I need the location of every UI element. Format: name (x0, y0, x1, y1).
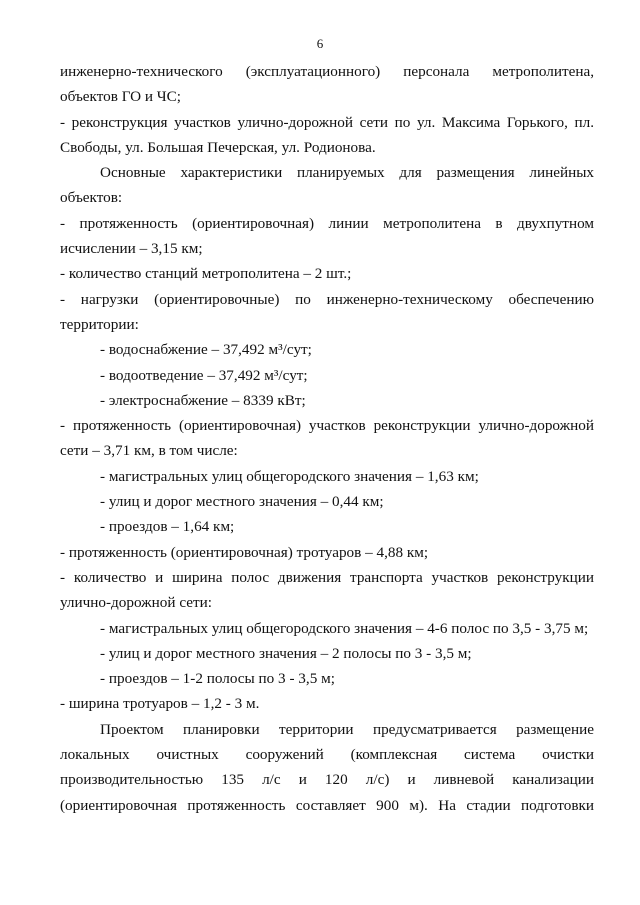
document-body (60, 59, 594, 818)
list-item-power-supply: - электроснабжение – 8339 кВт; (100, 391, 306, 409)
paragraph-sidewalk-width: - ширина тротуаров – 1,2 - 3 м. (60, 695, 260, 713)
page-number: 6 (316, 36, 324, 51)
list-item-water-supply: - водоснабжение – 37,492 м³/сут; (100, 341, 312, 359)
paragraph-loads: - нагрузки (ориентировочные) по инженерно-техническому обеспечению территории: (60, 290, 594, 333)
paragraph-sidewalks-length: - протяженность (ориентировочная) тротуаров – 4,88 км; (60, 543, 429, 561)
list-item-wastewater: - водоотведение – 37,492 м³/сут; (100, 366, 308, 384)
paragraph-road-network-length: - протяженность (ориентировочная) участков реконструкции улично-дорожной сети – 3,71 км, в том числе: (60, 417, 594, 460)
list-item-main-streets-length: - магистральных улиц общегородского значения – 1,63 км; (100, 467, 479, 485)
list-item-local-streets-lanes: - улиц и дорог местного значения – 2 полосы по 3 - 3,5 м; (100, 644, 472, 662)
list-item-driveways-length: - проездов – 1,64 км; (100, 518, 235, 536)
list-item-driveways-lanes: - проездов – 1-2 полосы по 3 - 3,5 м; (100, 670, 335, 688)
paragraph-metro-length: - протяженность (ориентировочная) линии метрополитена в двухпутном исчислении – 3,15 км; (60, 214, 594, 258)
list-item-main-streets-lanes: - магистральных улиц общегородского значения – 4-6 полос по 3,5 - 3,75 м; (100, 619, 589, 637)
paragraph-main-characteristics: Основные характеристики планируемых для размещения линейных объектов: (60, 164, 594, 207)
paragraph-street-reconstruction: - реконструкция участков улично-дорожной сети по ул. Максима Горького, пл. Свободы, ул. Большая Печерская, ул. Родионова. (60, 113, 594, 156)
paragraph-station-count: - количество станций метрополитена – 2 шт.; (60, 265, 352, 283)
paragraph-treatment-facilities: Проектом планировки территории предусматривается размещение локальных очистных сооружений (комплексная система очистки производительностью 135 л/с и 120 л/с) и ливневой канализации (ориентировочная протяженность составляет 900 м). На стадии подготовки (60, 720, 594, 814)
paragraph-lanes: - количество и ширина полос движения транспорта участков реконструкции улично-дорожной сети: (60, 568, 594, 612)
paragraph-personnel: инженерно-технического (эксплуатационного) персонала метрополитена, объектов ГО и ЧС; (60, 63, 594, 106)
list-item-local-streets-length: - улиц и дорог местного значения – 0,44 км; (100, 493, 384, 511)
